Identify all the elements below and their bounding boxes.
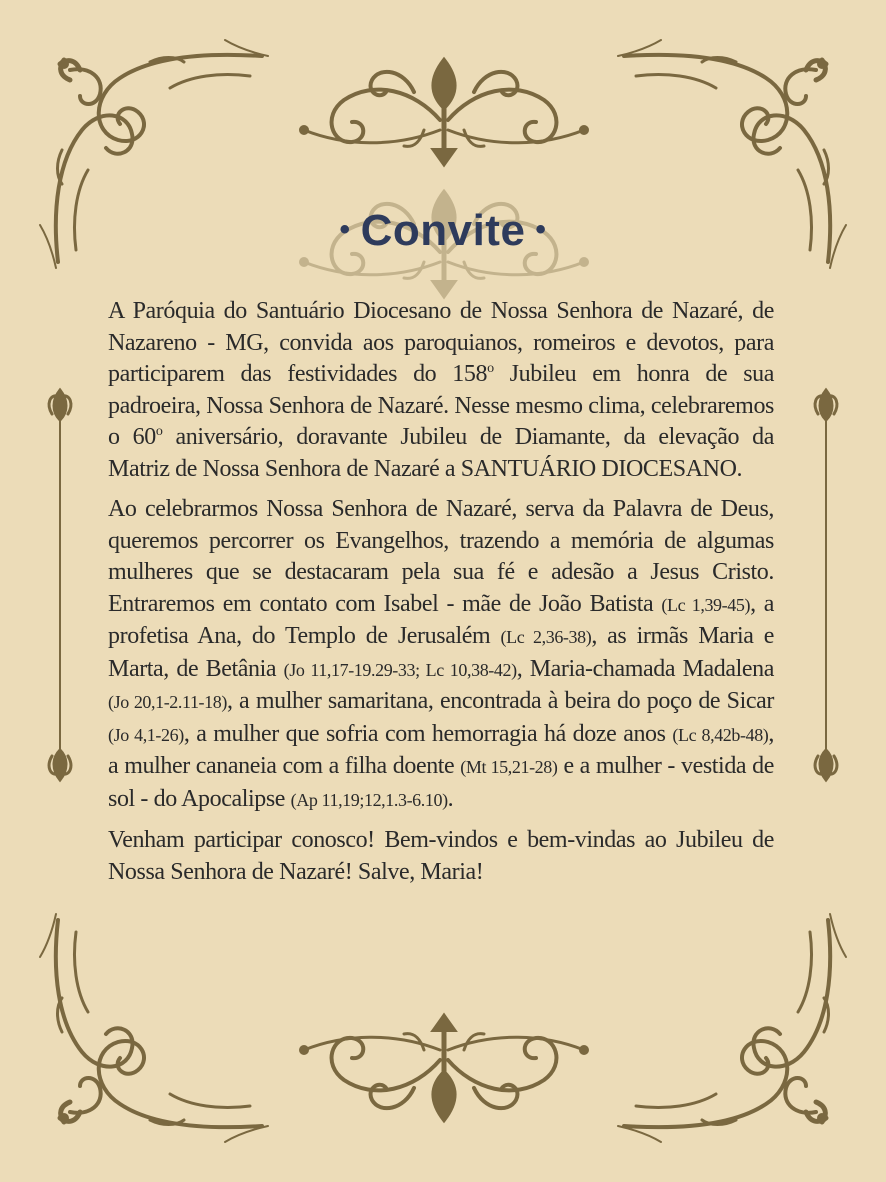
bible-reference: (Jo 4,1-26) [108, 724, 184, 745]
women-text: , a mulher cananeia com a filha doente [108, 720, 774, 779]
women-text: , a mulher que sofria com hemorragia há doze anos [183, 720, 673, 747]
intro-text-3: aniversário, doravante Jubileu de Diamante, da elevação da Matriz de Nossa Senhora de Nazaré a SANTUÁRIO DIOCESANO. [108, 424, 774, 482]
bible-reference: (Jo 20,1-2.11-18) [108, 692, 227, 712]
bible-reference: (Lc 2,36-38) [500, 627, 592, 647]
page-title [0, 206, 886, 256]
intro-text-1: A Paróquia do Santuário Diocesano de Nossa Senhora de Nazaré, de Nazareno - MG, convida aos paroquianos, romeiros e devotos, para participarem das festividades do 158 [108, 298, 774, 387]
women-text: , a mulher samaritana, encontrada à beira do poço de Sicar [226, 688, 774, 714]
women-text: , Maria-chamada Madalena [516, 655, 774, 682]
paragraph-intro [108, 296, 774, 485]
bible-reference: (Mt 15,21-28) [460, 757, 558, 777]
women-text: . [447, 785, 454, 812]
ordinal-mark: o [155, 424, 163, 439]
women-text: , as irmãs Maria e Marta, de Betânia [108, 623, 775, 682]
bible-reference: (Ap 11,19;12,1.3-6.10) [290, 789, 448, 810]
bible-reference: (Lc 8,42b-48) [672, 724, 769, 745]
ordinal-mark: o [487, 361, 494, 376]
women-text: Ao celebrarmos Nossa Senhora de Nazaré, serva da Palavra de Deus, queremos percorrer os Evangelhos, trazendo a memória de algumas mulheres que se destacaram pela sua fé e adesão a Jesus Cristo. Entraremos em contato com Isabel - mãe de João Batista [108, 496, 774, 617]
bible-reference: (Jo 11,17-19.29-33; Lc 10,38-42) [283, 659, 517, 680]
title-bullet-right: • [535, 213, 547, 246]
title-bullet-left: • [339, 213, 351, 246]
invitation-body [108, 296, 774, 897]
paragraph-women [108, 494, 774, 816]
women-text: , a profetisa Ana, do Templo de Jerusalém [108, 590, 775, 649]
title-text: Convite [360, 206, 526, 255]
women-text: e a mulher - vestida de sol - do Apocalipse [108, 753, 775, 812]
paragraph-closing: Venham participar conosco! Bem-vindos e bem-vindas ao Jubileu de Nossa Senhora de Nazaré! Salve, Maria! [108, 827, 774, 885]
bible-reference: (Lc 1,39-45) [661, 594, 751, 615]
intro-text-2: Jubileu em honra de sua padroeira, Nossa Senhora de Nazaré. Nesse mesmo clima, celebraremos o 60 [108, 361, 774, 450]
